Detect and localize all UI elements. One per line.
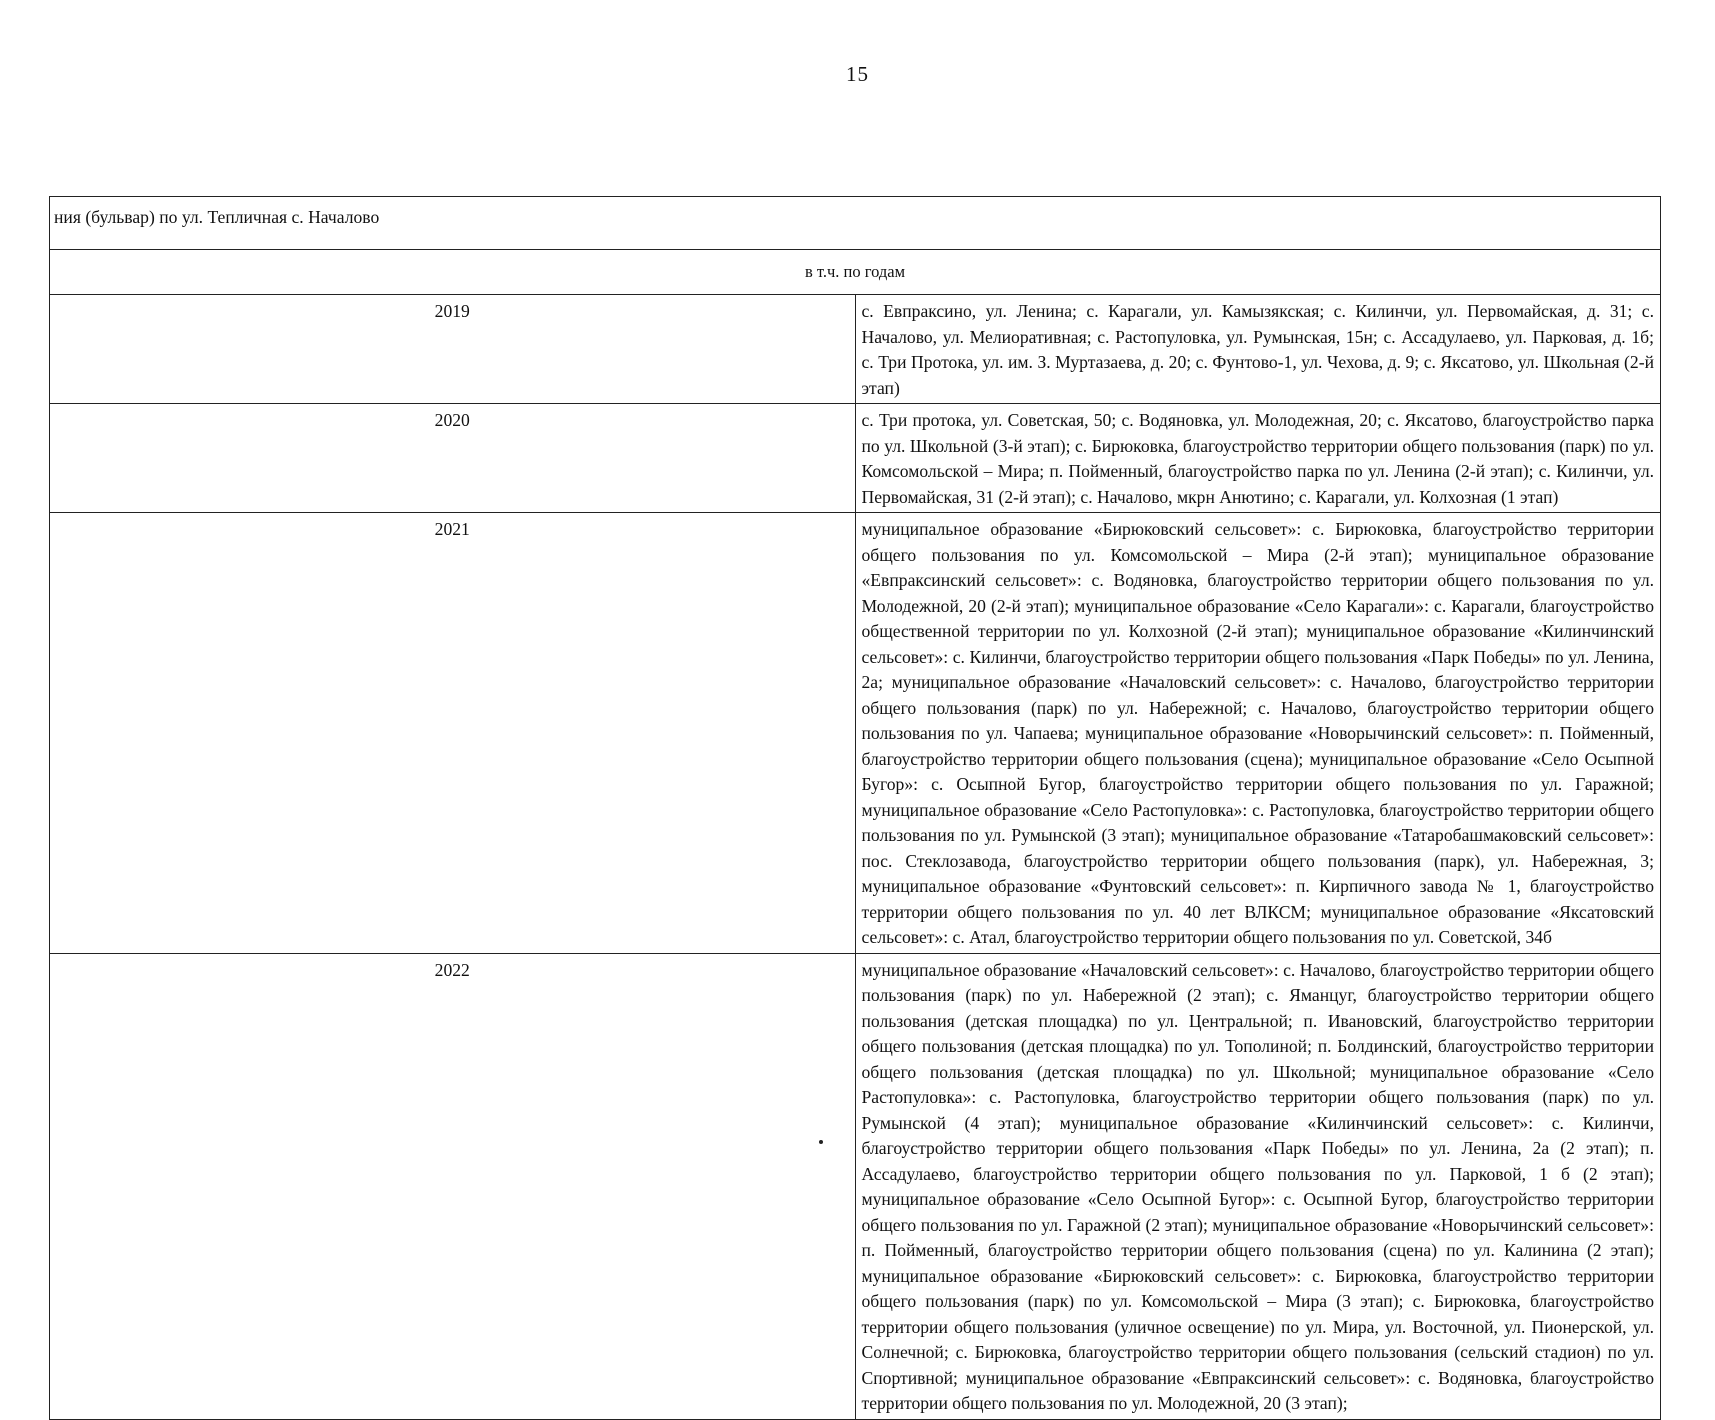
projects-cell: с. Три протока, ул. Советская, 50; с. Водяновка, ул. Молодежная, 20; с. Яксатово, благоустройство парка по ул. Школьной (3-й этап); с. Бирюковка, благоустройство территории общего пользования (парк) по ул. Комсомольской – Мира; п. Пойменный, благоустройство парка по ул. Ленина (2-й этап); с. Килинчи, ул. Первомайская, 31 (2-й этап); с. Началово, мкрн Анютино; с. Карагали, ул. Колхозная (1 этап) xyxy=(855,404,1661,513)
year-cell: 2022 xyxy=(50,953,856,1419)
table-row xyxy=(50,295,1661,404)
table-row xyxy=(50,953,1661,1419)
continuation-text: ния (бульвар) по ул. Тепличная с. Началово xyxy=(50,197,1661,250)
scan-dot xyxy=(819,1140,823,1144)
table-row xyxy=(50,513,1661,954)
year-cell: 2021 xyxy=(50,513,856,954)
year-cell: 2019 xyxy=(50,295,856,404)
table-continuation-row xyxy=(50,197,1661,250)
program-table xyxy=(49,196,1661,1420)
table-row xyxy=(50,404,1661,513)
year-cell: 2020 xyxy=(50,404,856,513)
page-number: 15 xyxy=(846,62,869,86)
projects-cell: муниципальное образование «Началовский сельсовет»: с. Началово, благоустройство территории общего пользования (парк) по ул. Набережной (2 этап); с. Яманцуг, благоустройство территории общего пользования (детская площадка) по ул. Центральной; п. Ивановский, благоустройство территории общего пользования (детская площадка) по ул. Тополиной; п. Болдинский, благоустройство территории общего пользования (детская площадка) по ул. Школьной; муниципальное образование «Село Растопуловка»: с. Растопуловка, благоустройство территории общего пользования (парк) по ул. Румынской (4 этап); муниципальное образование «Килинчинский сельсовет»: с. Килинчи, благоустройство территории общего пользования «Парк Победы» по ул. Ленина, 2а (2 этап); п. Ассадулаево, благоустройство территории общего пользования по ул. Парковой, 1 б (2 этап); муниципальное образование «Село Осыпной Бугор»: с. Осыпной Бугор, благоустройство территории общего пользования по ул. Гаражной (2 этап); муниципальное образование «Новорычинский сельсовет»: п. Пойменный, благоустройство территории общего пользования (сцена) по ул. Калинина (2 этап); муниципальное образование «Бирюковский сельсовет»: с. Бирюковка, благоустройство территории общего пользования (парк) по ул. Комсомольской – Мира (3 этап); с. Бирюковка, благоустройство территории общего пользования (уличное освещение) по ул. Мира, ул. Восточной, ул. Пионерской, ул. Солнечной; с. Бирюковка, благоустройство территории общего пользования (сельский стадион) по ул. Спортивной; муниципальное образование «Евпраксинский сельсовет»: с. Водяновка, благоустройство территории общего пользования по ул. Молодежной, 20 (3 этап); xyxy=(855,953,1661,1419)
table-header-row xyxy=(50,250,1661,295)
projects-cell: с. Евпраксино, ул. Ленина; с. Карагали, ул. Камызякская; с. Килинчи, ул. Первомайская, д. 31; с. Началово, ул. Мелиоративная; с. Растопуловка, ул. Румынская, 15н; с. Ассадулаево, ул. Парковая, д. 1б; с. Три Протока, ул. им. З. Муртазаева, д. 20; с. Фунтово-1, ул. Чехова, д. 9; с. Яксатово, ул. Школьная (2-й этап) xyxy=(855,295,1661,404)
years-header: в т.ч. по годам xyxy=(50,250,1661,295)
projects-cell: муниципальное образование «Бирюковский сельсовет»: с. Бирюковка, благоустройство территории общего пользования по ул. Комсомольской – Мира (2-й этап); муниципальное образование «Евпраксинский сельсовет»: с. Водяновка, благоустройство территории общего пользования по ул. Молодежной, 20 (2-й этап); муниципальное образование «Село Карагали»: с. Карагали, благоустройство общественной территории по ул. Колхозной (2-й этап); муниципальное образование «Килинчинский сельсовет»: с. Килинчи, благоустройство территории общего пользования «Парк Победы» по ул. Ленина, 2а; муниципальное образование «Началовский сельсовет»: с. Началово, благоустройство территории общего пользования (парк) по ул. Набережной; с. Началово, благоустройство территории общего пользования по ул. Чапаева; муниципальное образование «Новорычинский сельсовет»: п. Пойменный, благоустройство территории общего пользования (сцена); муниципальное образование «Село Осыпной Бугор»: с. Осыпной Бугор, благоустройство территории общего пользования по ул. Гаражной; муниципальное образование «Село Растопуловка»: с. Растопуловка, благоустройство территории общего пользования по ул. Румынской (3 этап); муниципальное образование «Татаробашмаковский сельсовет»: пос. Стеклозавода, благоустройство территории общего пользования (парк), ул. Набережная, 3; муниципальное образование «Фунтовский сельсовет»: п. Кирпичного завода № 1, благоустройство территории общего пользования по ул. 40 лет ВЛКСМ; муниципальное образование «Яксатовский сельсовет»: с. Атал, благоустройство территории общего пользования по ул. Советской, 34б xyxy=(855,513,1661,954)
